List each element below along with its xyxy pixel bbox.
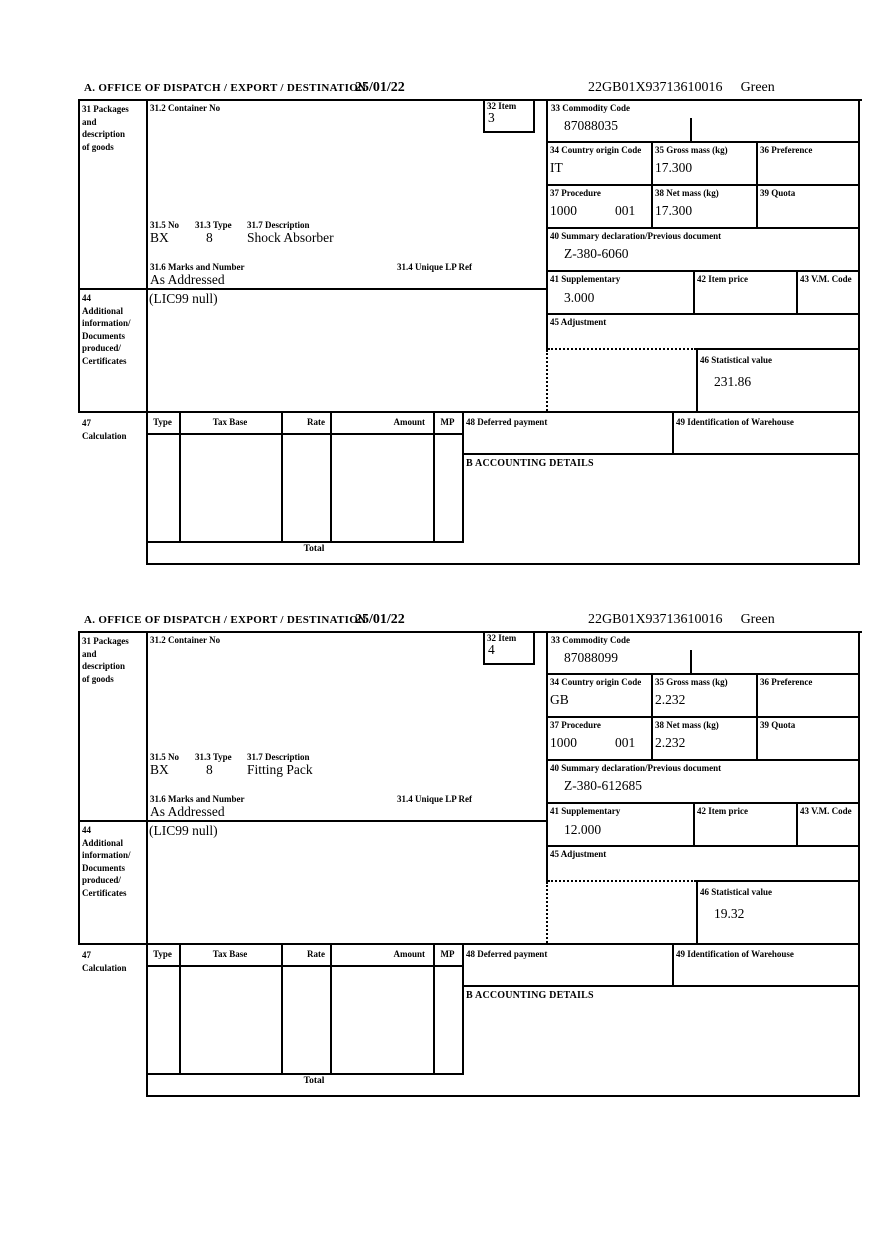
supplementary-units-value: 12.000 (564, 822, 602, 837)
box38-net-mass-label: 38 Net mass (kg) (655, 720, 719, 730)
customs-declaration-item-section (0, 612, 882, 1112)
commodity-code-separator-line (690, 650, 692, 673)
grid-line (78, 631, 80, 943)
grid-line (672, 943, 674, 985)
box43-vm-code-label: 43 V.M. Code (800, 274, 852, 284)
accounting-details-label: B ACCOUNTING DETAILS (466, 458, 594, 469)
grid-line (78, 411, 860, 413)
grid-line (281, 943, 283, 1073)
routing-value: Green (740, 80, 775, 95)
package-type-value: 8 (206, 230, 213, 245)
grid-line (433, 411, 435, 541)
summary-declaration-value: Z-380-612685 (564, 778, 642, 793)
box31-5-no-label: 31.5 No (150, 220, 179, 230)
procedure-code2-value: 001 (615, 735, 636, 750)
item-number-value: 4 (488, 642, 495, 657)
dotted-grid-line (548, 348, 696, 350)
procedure-code-value: 1000 (550, 203, 577, 218)
office-of-dispatch-label: A. OFFICE OF DISPATCH / EXPORT / DESTINATION (84, 82, 367, 94)
calc-total-label: Total (303, 1076, 325, 1086)
grid-line (546, 227, 860, 229)
calc-header-type: Type (153, 417, 172, 427)
statistical-value: 231.86 (714, 374, 752, 389)
calc-header-tax-base: Tax Base (212, 417, 248, 427)
grid-line (693, 270, 695, 313)
grid-line (78, 820, 548, 822)
grid-line (756, 184, 758, 227)
box38-net-mass-label: 38 Net mass (kg) (655, 188, 719, 198)
marks-and-number-value: As Addressed (150, 804, 225, 819)
statistical-value: 19.32 (714, 906, 745, 921)
country-origin-value: GB (550, 692, 569, 707)
calc-header-rate: Rate (307, 949, 325, 959)
grid-line (546, 184, 860, 186)
box36-preference-label: 36 Preference (760, 145, 813, 155)
box41-supplementary-label: 41 Supplementary (550, 274, 621, 284)
office-of-dispatch-label: A. OFFICE OF DISPATCH / EXPORT / DESTINATION (84, 614, 367, 626)
box33-commodity-code-label: 33 Commodity Code (551, 635, 630, 645)
box33-commodity-code-label: 33 Commodity Code (551, 103, 630, 113)
dotted-grid-line (546, 882, 548, 943)
grid-line (78, 99, 80, 411)
box34-country-origin-label: 34 Country origin Code (550, 145, 642, 155)
grid-line (462, 985, 860, 987)
box39-quota-label: 39 Quota (760, 188, 796, 198)
box32-item-label: 32 Item (487, 633, 517, 643)
grid-line (433, 943, 435, 1073)
dispatch-date-value: 25/01/22 (355, 612, 405, 627)
grid-line (78, 99, 862, 101)
movement-reference-number: 22GB01X93713610016 (588, 612, 723, 627)
box37-procedure-label: 37 Procedure (550, 188, 601, 198)
grid-line (696, 348, 860, 350)
grid-line (330, 411, 332, 541)
grid-line (696, 880, 860, 882)
box31-6-marks-label: 31.6 Marks and Number (150, 262, 245, 272)
grid-line (672, 411, 674, 453)
goods-description-value: Fitting Pack (247, 762, 313, 777)
grid-line (179, 411, 181, 541)
grid-line (546, 313, 860, 315)
box47-calculation-label: 47 Calculation (82, 950, 127, 973)
item-number-value: 3 (488, 110, 495, 125)
grid-line (546, 759, 860, 761)
calc-header-rate: Rate (307, 417, 325, 427)
box43-vm-code-label: 43 V.M. Code (800, 806, 852, 816)
grid-line (858, 99, 860, 565)
grid-line (756, 716, 758, 759)
procedure-code-value: 1000 (550, 735, 577, 750)
box31-3-type-label: 31.3 Type (195, 220, 232, 230)
calc-header-tax-base: Tax Base (212, 949, 248, 959)
box35-gross-mass-label: 35 Gross mass (kg) (655, 145, 728, 155)
grid-line (796, 802, 798, 845)
additional-info-value: (LIC99 null) (149, 823, 218, 838)
package-no-value: BX (150, 762, 169, 777)
summary-declaration-value: Z-380-6060 (564, 246, 629, 261)
calc-header-amount: Amount (393, 949, 425, 959)
box31-6-marks-label: 31.6 Marks and Number (150, 794, 245, 804)
grid-line (696, 348, 698, 411)
commodity-code-separator-line (690, 118, 692, 141)
box46-statistical-value-label: 46 Statistical value (700, 887, 772, 897)
grid-line (651, 673, 653, 716)
grid-line (146, 433, 464, 435)
grid-line (78, 288, 548, 290)
grid-line (146, 1073, 464, 1075)
box44-additional-info-label: 44 Additional information/ Documents produced/ Certificates (82, 825, 131, 898)
grid-line (693, 802, 695, 845)
box37-procedure-label: 37 Procedure (550, 720, 601, 730)
box36-preference-label: 36 Preference (760, 677, 813, 687)
box31-3-type-label: 31.3 Type (195, 752, 232, 762)
commodity-code-value: 87088099 (564, 650, 618, 665)
grid-line (546, 270, 860, 272)
accounting-details-label: B ACCOUNTING DETAILS (466, 990, 594, 1001)
grid-line (651, 184, 653, 227)
additional-info-value: (LIC99 null) (149, 291, 218, 306)
grid-line (179, 943, 181, 1073)
grid-line (546, 673, 860, 675)
package-type-value: 8 (206, 762, 213, 777)
net-mass-value: 2.232 (655, 735, 686, 750)
box31-2-container-no-label: 31.2 Container No (150, 103, 221, 113)
grid-line (146, 965, 464, 967)
dispatch-date-value: 25/01/22 (355, 80, 405, 95)
box31-7-description-label: 31.7 Description (247, 220, 310, 230)
box31-packages-label: 31 Packages and description of goods (82, 636, 129, 684)
supplementary-units-value: 3.000 (564, 290, 595, 305)
dotted-grid-line (546, 350, 548, 411)
calc-header-amount: Amount (393, 417, 425, 427)
box31-4-unique-lp-ref-label: 31.4 Unique LP Ref (397, 794, 473, 804)
grid-line (651, 716, 653, 759)
grid-line (858, 631, 860, 1097)
grid-line (546, 802, 860, 804)
box32-item-label: 32 Item (487, 101, 517, 111)
grid-line (146, 1095, 860, 1097)
grid-line (330, 943, 332, 1073)
grid-line (146, 541, 464, 543)
box31-5-no-label: 31.5 No (150, 752, 179, 762)
procedure-code2-value: 001 (615, 203, 636, 218)
country-origin-value: IT (550, 160, 563, 175)
box31-2-container-no-label: 31.2 Container No (150, 635, 221, 645)
net-mass-value: 17.300 (655, 203, 693, 218)
grid-line (756, 141, 758, 184)
box48-deferred-payment-label: 48 Deferred payment (466, 949, 548, 959)
box31-7-description-label: 31.7 Description (247, 752, 310, 762)
box44-additional-info-label: 44 Additional information/ Documents produced/ Certificates (82, 293, 131, 366)
grid-line (696, 880, 698, 943)
grid-line (146, 563, 860, 565)
calc-header-mp: MP (440, 417, 455, 427)
goods-description-value: Shock Absorber (247, 230, 334, 245)
grid-line (146, 99, 148, 565)
gross-mass-value: 2.232 (655, 692, 686, 707)
calc-total-label: Total (303, 544, 325, 554)
dotted-grid-line (548, 880, 696, 882)
box34-country-origin-label: 34 Country origin Code (550, 677, 642, 687)
grid-line (462, 943, 464, 1073)
grid-line (78, 943, 860, 945)
box40-summary-declaration-label: 40 Summary declaration/Previous document (550, 763, 722, 773)
box45-adjustment-label: 45 Adjustment (550, 849, 607, 859)
movement-reference-number: 22GB01X93713610016 (588, 80, 723, 95)
box49-warehouse-label: 49 Identification of Warehouse (676, 417, 794, 427)
package-no-value: BX (150, 230, 169, 245)
box47-calculation-label: 47 Calculation (82, 418, 127, 441)
grid-line (78, 631, 862, 633)
calc-header-type: Type (153, 949, 172, 959)
box31-packages-label: 31 Packages and description of goods (82, 104, 129, 152)
box35-gross-mass-label: 35 Gross mass (kg) (655, 677, 728, 687)
box39-quota-label: 39 Quota (760, 720, 796, 730)
grid-line (546, 716, 860, 718)
customs-declaration-item-section (0, 80, 882, 580)
grid-line (281, 411, 283, 541)
calc-header-mp: MP (440, 949, 455, 959)
box41-supplementary-label: 41 Supplementary (550, 806, 621, 816)
grid-line (462, 453, 860, 455)
marks-and-number-value: As Addressed (150, 272, 225, 287)
box49-warehouse-label: 49 Identification of Warehouse (676, 949, 794, 959)
grid-line (796, 270, 798, 313)
grid-line (462, 411, 464, 541)
grid-line (546, 845, 860, 847)
box45-adjustment-label: 45 Adjustment (550, 317, 607, 327)
gross-mass-value: 17.300 (655, 160, 693, 175)
declaration-reference (588, 80, 775, 96)
box42-item-price-label: 42 Item price (697, 806, 748, 816)
grid-line (756, 673, 758, 716)
box31-4-unique-lp-ref-label: 31.4 Unique LP Ref (397, 262, 473, 272)
declaration-reference (588, 612, 775, 628)
routing-value: Green (740, 612, 775, 627)
box40-summary-declaration-label: 40 Summary declaration/Previous document (550, 231, 722, 241)
box48-deferred-payment-label: 48 Deferred payment (466, 417, 548, 427)
commodity-code-value: 87088035 (564, 118, 618, 133)
grid-line (146, 631, 148, 1097)
box46-statistical-value-label: 46 Statistical value (700, 355, 772, 365)
box42-item-price-label: 42 Item price (697, 274, 748, 284)
grid-line (546, 141, 860, 143)
grid-line (651, 141, 653, 184)
